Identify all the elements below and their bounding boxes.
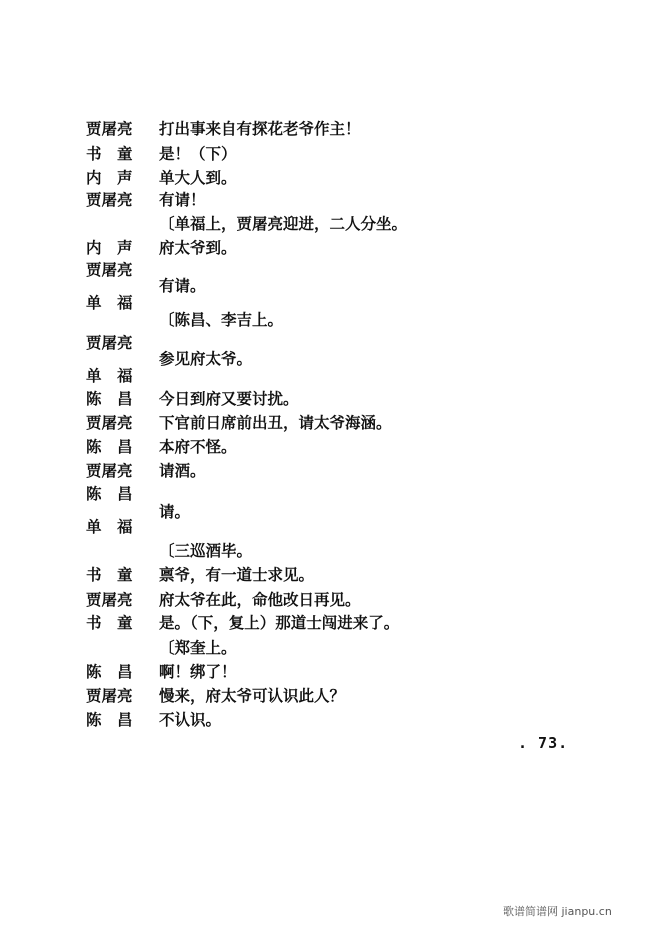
dialogue-line: 府太爷在此，命他改日再见。 xyxy=(159,590,361,609)
dialogue-line: 请酒。 xyxy=(159,461,206,480)
speaker-label: 贾屠亮 xyxy=(86,413,133,432)
speaker-label: 陈 昌 xyxy=(86,484,133,503)
dialogue-line: 有请。 xyxy=(159,276,206,295)
stage-direction: 〔单福上，贾屠亮迎进，二人分坐。 xyxy=(159,214,408,233)
dialogue-line: 有请！ xyxy=(159,190,206,209)
speaker-label: 单 福 xyxy=(86,293,133,312)
speaker-label: 贾屠亮 xyxy=(86,686,133,705)
speaker-label: 贾屠亮 xyxy=(86,119,133,138)
dialogue-line: 是。（下，复上）那道士闯进来了。 xyxy=(159,613,400,632)
speaker-label: 单 福 xyxy=(86,366,133,385)
speaker-label: 单 福 xyxy=(86,517,133,536)
dialogue-line: 单大人到。 xyxy=(159,168,237,187)
speaker-label: 贾屠亮 xyxy=(86,190,133,209)
speaker-label: 陈 昌 xyxy=(86,437,133,456)
speaker-label: 贾屠亮 xyxy=(86,260,133,279)
speaker-label: 书 童 xyxy=(86,144,133,163)
speaker-label: 贾屠亮 xyxy=(86,333,133,352)
dialogue-line: 打出事来自有探花老爷作主！ xyxy=(159,119,361,138)
watermark-text: 歌谱简谱网 jianpu.cn xyxy=(503,905,612,918)
dialogue-line: 慢来，府太爷可认识此人？ xyxy=(159,686,346,705)
stage-direction: 〔三巡酒毕。 xyxy=(159,541,253,560)
dialogue-line: 是！（下） xyxy=(159,144,237,163)
dialogue-line: 参见府太爷。 xyxy=(159,349,253,368)
speaker-label: 书 童 xyxy=(86,613,133,632)
speaker-label: 陈 昌 xyxy=(86,710,133,729)
speaker-label: 内 声 xyxy=(86,168,133,187)
dialogue-line: 府太爷到。 xyxy=(159,238,237,257)
speaker-label: 贾屠亮 xyxy=(86,461,133,480)
dialogue-line: 请。 xyxy=(159,502,191,521)
dialogue-line: 禀爷，有一道士求见。 xyxy=(159,565,315,584)
stage-direction: 〔郑奎上。 xyxy=(159,638,237,657)
dialogue-line: 本府不怪。 xyxy=(159,437,237,456)
dialogue-line: 今日到府又要讨扰。 xyxy=(159,389,299,408)
speaker-label: 陈 昌 xyxy=(86,389,133,408)
dialogue-line: 下官前日席前出丑，请太爷海涵。 xyxy=(159,413,392,432)
page-number: . 73. xyxy=(518,734,569,752)
dialogue-line: 啊！绑了！ xyxy=(159,662,237,681)
speaker-label: 书 童 xyxy=(86,565,133,584)
dialogue-line: 不认识。 xyxy=(159,710,222,729)
speaker-label: 内 声 xyxy=(86,238,133,257)
stage-direction: 〔陈昌、李吉上。 xyxy=(159,310,284,329)
speaker-label: 陈 昌 xyxy=(86,662,133,681)
speaker-label: 贾屠亮 xyxy=(86,590,133,609)
